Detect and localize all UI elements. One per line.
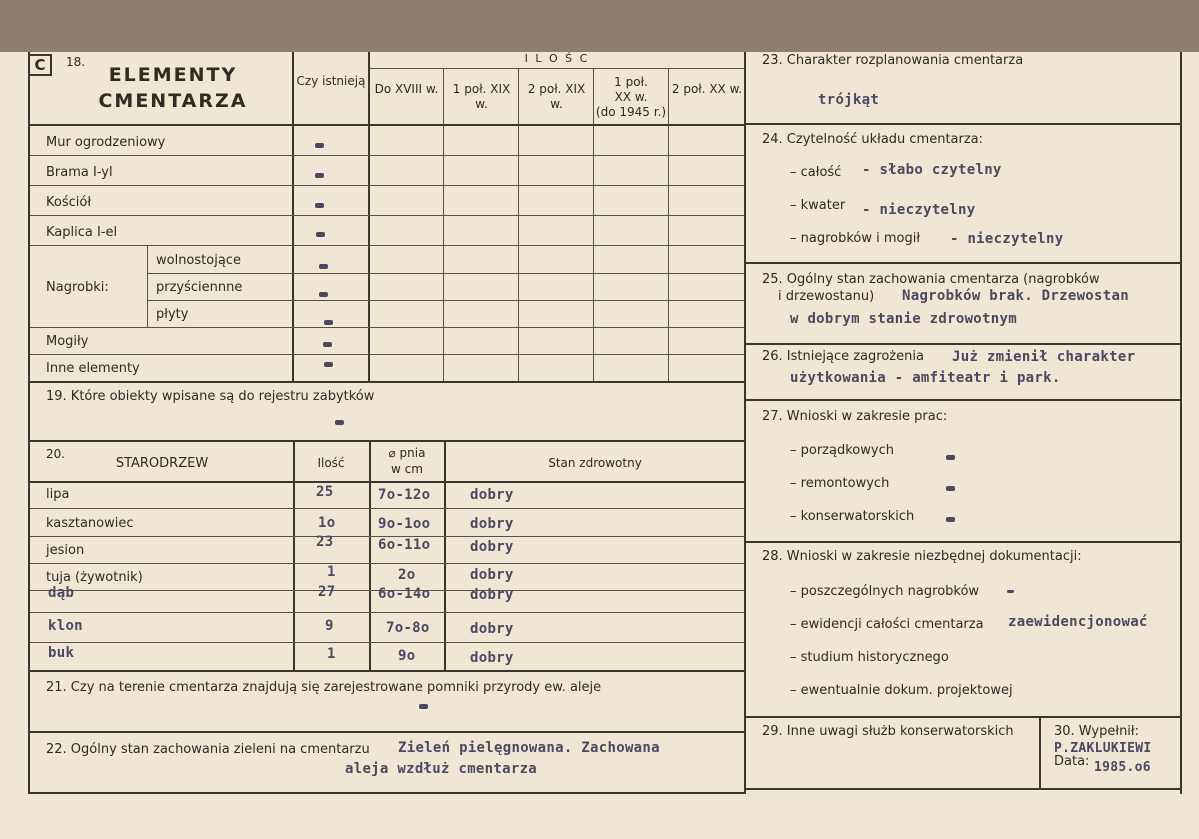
s20-number: 20. — [46, 447, 66, 461]
tree-qty: 23 — [316, 534, 334, 550]
s27-item: – porządkowych — [790, 443, 894, 458]
s18-title-line2: CMENTARZA — [98, 90, 248, 112]
s20-col-diam-line1: ⌀ pnia — [388, 446, 426, 460]
s28-item: – poszczególnych nagrobków — [790, 584, 980, 599]
s18-row-line — [30, 354, 744, 355]
tree-qty: 1o — [318, 515, 336, 531]
s27-bottom — [744, 541, 1182, 543]
s23-bottom — [744, 123, 1182, 125]
tree-diam: 7o-12o — [378, 487, 431, 503]
tree-qty: 1 — [327, 646, 336, 662]
top-binding-strip — [0, 0, 1199, 52]
s24-item-value: - słabo czytelny — [862, 162, 1002, 178]
s18-bottom — [28, 381, 746, 383]
card-letter-box: C — [28, 54, 52, 76]
s21-bottom — [28, 731, 746, 733]
s18-col-divider-1 — [292, 52, 294, 382]
s20-row-line — [30, 642, 744, 643]
tree-name: lipa — [46, 487, 70, 502]
tree-name: tuja (żywotnik) — [46, 570, 143, 585]
tree-qty: 27 — [318, 584, 336, 600]
s22-label: 22. Ogólny stan zachowania zieleni na cmentarzu — [46, 742, 370, 757]
s18-row-label: płyty — [156, 307, 189, 322]
s25-label-line2: i drzewostanu) — [778, 289, 875, 304]
tree-health: dobry — [470, 516, 514, 532]
s18-number: 18. — [66, 55, 86, 69]
s26-value-line2: użytkowania - amfiteatr i park. — [790, 370, 1061, 386]
frame-middle — [744, 52, 746, 794]
s18-row-label: Kaplica I-el — [46, 225, 118, 240]
s23-value: trójkąt — [818, 92, 880, 108]
s18-title-line1: ELEMENTY — [108, 64, 238, 86]
typed-dash — [324, 320, 333, 325]
tree-diam: 7o-8o — [386, 620, 430, 636]
s19-bottom — [28, 440, 746, 442]
s18-row-label: Inne elementy — [46, 361, 140, 376]
s25-value-line1: Nagrobków brak. Drzewostan — [902, 288, 1129, 304]
s18-ilosc-underline — [370, 68, 744, 69]
s20-col-divider — [444, 442, 446, 672]
s28-typed-value: zaewidencjonować — [1008, 614, 1148, 630]
s18-col-divider-2 — [368, 52, 370, 382]
s18-col-xx1-line1: 1 poł. — [614, 75, 648, 89]
typed-dash — [946, 486, 955, 491]
s27-item: – remontowych — [790, 476, 890, 491]
s18-col-divider-3 — [443, 69, 444, 382]
s18-col-xviii: Do XVIII w. — [374, 82, 439, 96]
s20-header-bottom — [28, 481, 746, 483]
s18-row-label: Mur ogrodzeniowy — [46, 135, 166, 150]
tree-name: jesion — [46, 543, 85, 558]
s28-label: 28. Wnioski w zakresie niezbędnej dokumentacji: — [762, 549, 1082, 564]
s18-nagrobki-label: Nagrobki: — [46, 280, 109, 295]
s18-row-line — [30, 245, 744, 246]
s18-row-line — [30, 327, 744, 328]
tree-health: dobry — [470, 587, 514, 603]
tree-health: dobry — [470, 621, 514, 637]
s18-col-xx2: 2 poł. XX w. — [671, 82, 743, 96]
s30-label: 30. Wypełnił: — [1054, 724, 1139, 739]
tree-diam: 2o — [398, 567, 416, 583]
s27-label: 27. Wnioski w zakresie prac: — [762, 409, 948, 424]
s28-bottom — [744, 716, 1182, 718]
s18-col-exists: Czy istnieją — [296, 74, 366, 88]
tree-diam: 6o-11o — [378, 537, 431, 553]
s18-col-divider-4 — [518, 69, 519, 382]
s30-date-value: 1985.o6 — [1094, 760, 1151, 775]
s28-item: – ewidencji całości cmentarza — [790, 617, 984, 632]
typed-dash — [315, 173, 324, 178]
s20-col-health: Stan zdrowotny — [548, 456, 642, 470]
typed-dash — [319, 264, 328, 269]
s18-header-bottom — [28, 124, 746, 126]
s26-label: 26. Istniejące zagrożenia — [762, 349, 924, 364]
s22-value-line2: aleja wzdłuż cmentarza — [345, 761, 538, 777]
s20-row-line — [30, 563, 744, 564]
s18-row-label: przyściennne — [156, 280, 243, 295]
s20-row-line — [30, 508, 744, 509]
tree-health: dobry — [470, 567, 514, 583]
s24-bottom — [744, 262, 1182, 264]
s24-item-value: - nieczytelny — [862, 202, 976, 218]
tree-diam: 9o-1oo — [378, 516, 431, 532]
tree-name-typed: klon — [48, 618, 83, 634]
s18-row-line — [30, 185, 744, 186]
tree-qty: 9 — [325, 618, 334, 634]
s20-bottom — [28, 670, 746, 672]
s20-col-divider — [293, 442, 295, 672]
tree-name: kasztanowiec — [46, 516, 134, 531]
tree-name-typed: dąb — [48, 585, 75, 601]
s26-value-line1: Już zmienił charakter — [952, 349, 1136, 365]
tree-diam: 6o-14o — [378, 586, 431, 602]
typed-dash — [1007, 590, 1014, 593]
frame-left — [28, 52, 30, 794]
tree-health: dobry — [470, 487, 514, 503]
s18-nagrobki-divider — [147, 245, 148, 327]
typed-dash — [419, 704, 428, 709]
typed-dash — [946, 517, 955, 522]
s20-title: STARODRZEW — [115, 456, 209, 471]
s20-col-qty: Ilość — [317, 456, 345, 470]
s24-item-label: – nagrobków i mogił — [790, 231, 921, 246]
s24-item-label: – kwater — [790, 198, 846, 213]
typed-dash — [323, 342, 332, 347]
tree-diam: 9o — [398, 648, 416, 664]
s30-filled-by: P.ZAKLUKIEWI — [1054, 741, 1152, 756]
s27-item: – konserwatorskich — [790, 509, 915, 524]
s18-row-label: wolnostojące — [156, 253, 241, 268]
typed-dash — [324, 362, 333, 367]
tree-qty: 1 — [327, 564, 336, 580]
tree-health: dobry — [470, 650, 514, 666]
s24-item-label: – całość — [790, 165, 842, 180]
s18-row-label: Brama I-yl — [46, 165, 113, 180]
tree-name-typed: buk — [48, 645, 75, 661]
typed-dash — [315, 203, 324, 208]
s29-s30-divider — [1039, 716, 1041, 790]
s20-col-divider — [369, 442, 371, 672]
s24-item-value: - nieczytelny — [950, 231, 1064, 247]
s18-row-label: Kościół — [46, 195, 92, 210]
s29-label: 29. Inne uwagi służb konserwatorskich — [762, 724, 1014, 739]
s18-col-xix1: 1 poł. XIX w. — [452, 82, 511, 111]
s25-bottom — [744, 343, 1182, 345]
s25-value-line2: w dobrym stanie zdrowotnym — [790, 311, 1017, 327]
typed-dash — [319, 292, 328, 297]
tree-health: dobry — [470, 539, 514, 555]
typed-dash — [946, 455, 955, 460]
s18-col-divider-6 — [668, 69, 669, 382]
typed-dash — [316, 232, 325, 237]
s18-row-line — [148, 300, 744, 301]
s20-col-diam-line2: w cm — [391, 462, 423, 476]
s20-row-line — [30, 612, 744, 613]
s22-value-line1: Zieleń pielęgnowana. Zachowana — [398, 740, 660, 756]
tree-qty: 25 — [316, 484, 334, 500]
s18-col-xx1-line3: (do 1945 r.) — [595, 105, 667, 119]
s18-row-line — [30, 215, 744, 216]
s19-label: 19. Które obiekty wpisane są do rejestru zabytków — [46, 389, 375, 404]
s18-ilosc-header: I L O Ś C — [524, 52, 590, 65]
frame-bottom-left — [28, 792, 746, 794]
s30-date-label: Data: — [1054, 754, 1090, 769]
s18-col-xix2: 2 poł. XIX w. — [527, 82, 586, 111]
typed-dash — [335, 420, 344, 425]
s28-item: – ewentualnie dokum. projektowej — [790, 683, 1013, 698]
s24-label: 24. Czytelność układu cmentarza: — [762, 132, 984, 147]
s18-row-label: Mogiły — [46, 334, 89, 349]
s25-label-line1: 25. Ogólny stan zachowania cmentarza (nagrobków — [762, 272, 1100, 287]
s28-item: – studium historycznego — [790, 650, 949, 665]
s18-row-line — [148, 273, 744, 274]
frame-right — [1180, 52, 1182, 794]
s23-label: 23. Charakter rozplanowania cmentarza — [762, 53, 1024, 68]
s18-row-line — [30, 155, 744, 156]
s18-col-xx1-line2: XX w. — [614, 90, 648, 104]
s21-label: 21. Czy na terenie cmentarza znajdują się zarejestrowane pomniki przyrody ew. aleje — [46, 680, 602, 695]
s26-bottom — [744, 399, 1182, 401]
frame-bottom-right — [744, 788, 1182, 790]
typed-dash — [315, 143, 324, 148]
